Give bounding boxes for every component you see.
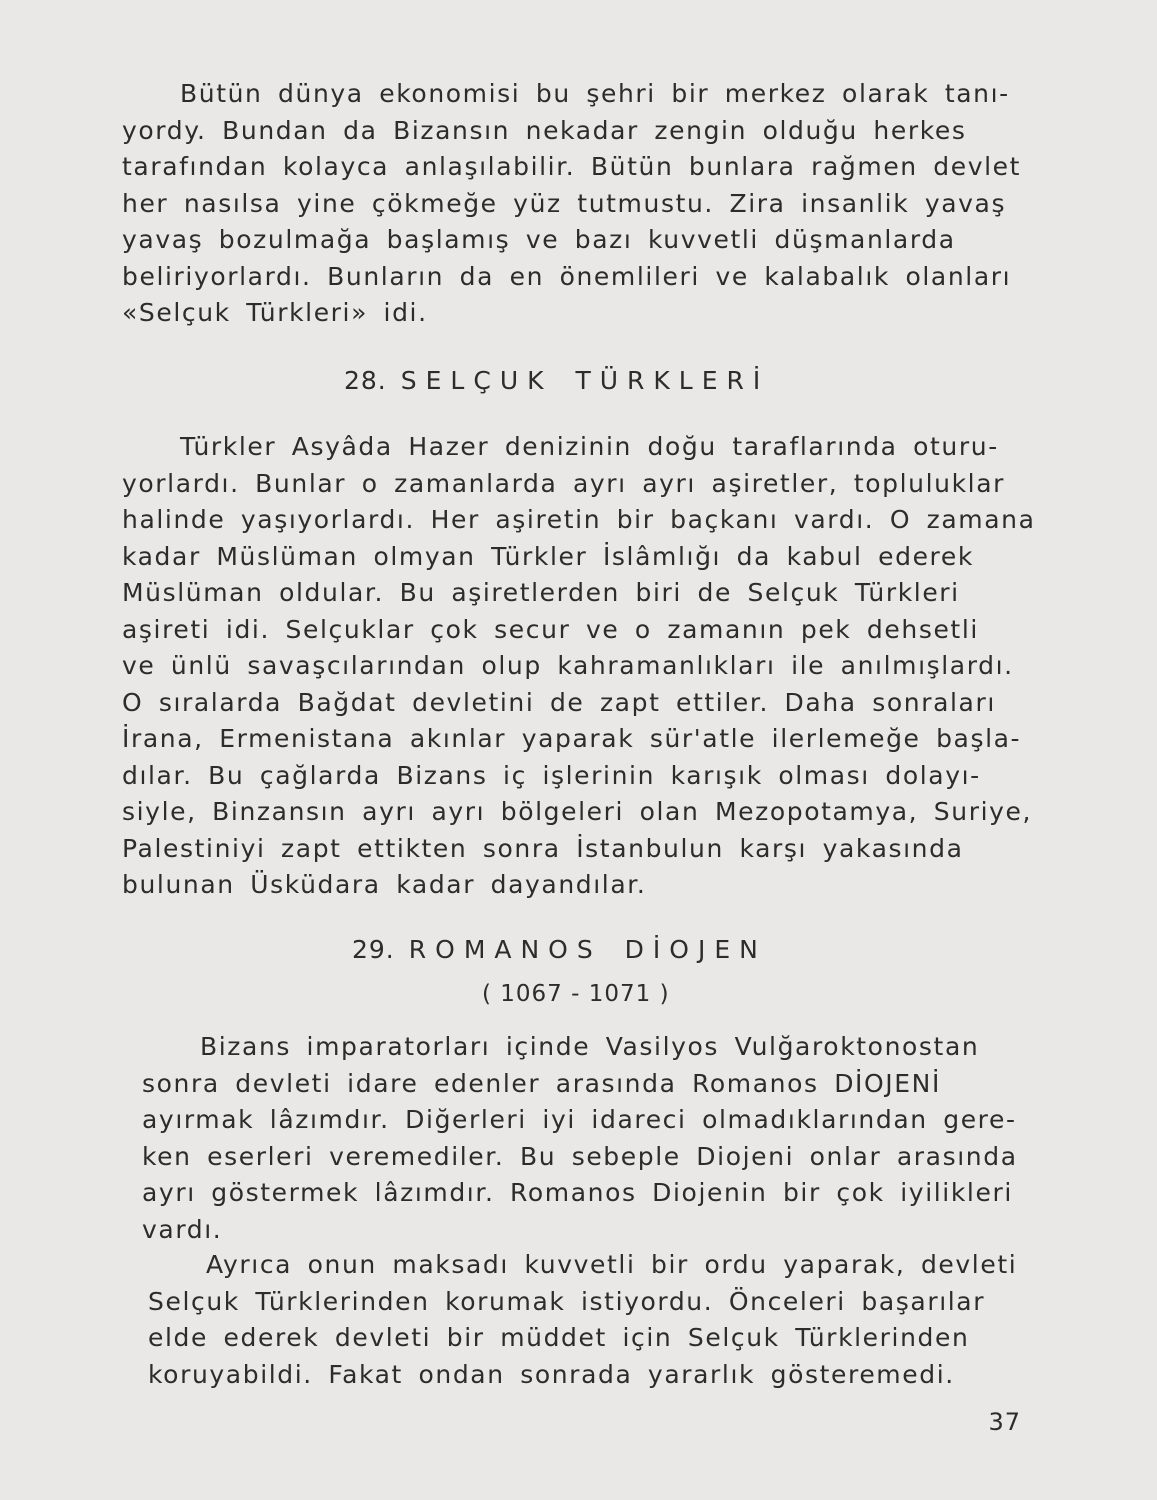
text-line: Bütün dünya ekonomisi bu şehri bir merkez olarak tanı- [180,79,1010,108]
section-29-paragraph-2 [148,1247,1038,1393]
text-line: ayırmak lâzımdır. Diğerleri iyi idareci olmadıklarından gere- [142,1105,1017,1134]
text-line: sonra devleti idare edenler arasında Romanos DİOJENİ [142,1068,941,1098]
text-line: Selçuk Türklerinden korumak istiyordu. Önceleri başarılar [148,1286,986,1316]
text-line: bulunan Üsküdara kadar dayandılar. [122,870,647,899]
text-line: beliriyorlardı. Bunların da en önemlileri ve kalabalık olanları [122,261,1012,291]
text-line: «Selçuk Türkleri» idi. [122,298,428,327]
text-line: İrana, Ermenistana akınlar yaparak sür'atle ilerlemeğe başla- [122,724,1022,753]
text-line: koruyabildi. Fakat ondan sonrada yararlık gösteremedi. [148,1359,955,1389]
text-line: yorlardı. Bunlar o zamanlarda ayrı ayrı aşiretler, topluluklar [122,468,1005,498]
section-number: 29. [352,935,395,964]
text-line: ve ünlü savaşcılarından olup kahramanlıkları ile anılmışlardı. [122,651,1014,680]
text-line: her nasılsa yine çökmeğe yüz tutmustu. Zira insanlik yavaş [122,188,1007,218]
text-line: Müslüman oldular. Bu aşiretlerden biri de Selçuk Türkleri [122,578,960,607]
text-line: ken eserleri veremediler. Bu sebeple Diojeni onlar arasında [142,1141,1018,1171]
section-title: SELÇUK TÜRKLERİ [400,366,770,395]
text-line: Ayrıca onun maksadı kuvvetli bir ordu yaparak, devleti [206,1250,1018,1279]
text-line: dılar. Bu çağlarda Bizans iç işlerinin karışık olması dolayı- [122,760,981,790]
text-line: yavaş bozulmağa başlamış ve bazı kuvvetli düşmanlarda [122,225,956,254]
text-line: tarafından kolayca anlaşılabilir. Bütün bunlara rağmen devlet [122,152,1022,181]
section-28-heading [344,366,769,395]
text-line: Bizans imparatorları içinde Vasilyos Vulğaroktonostan [200,1032,980,1061]
text-line: ayrı göstermek lâzımdır. Romanos Diojenin bir çok iyilikleri [142,1178,1013,1207]
section-29-dates: ( 1067 - 1071 ) [482,981,670,1007]
intro-paragraph [122,76,1022,332]
text-line: elde ederek devleti bir müddet için Selçuk Türklerinden [148,1323,970,1352]
section-29-paragraph-1 [142,1029,1032,1248]
text-line: kadar Müslüman olmyan Türkler İslâmlığı da kabul ederek [122,541,974,571]
text-line: yordy. Bundan da Bizansın nekadar zengin olduğu herkes [122,115,967,145]
text-line: halinde yaşıyorlardı. Her aşiretin bir baçkanı vardı. O zamana [122,505,1036,534]
section-28-paragraph [122,429,1036,904]
text-line: Türkler Asyâda Hazer denizinin doğu taraflarında oturu- [180,432,999,461]
page-number: 37 [988,1408,1021,1436]
text-line: vardı. [142,1214,223,1244]
text-line: Palestiniyi zapt ettikten sonra İstanbulun karşı yakasında [122,833,964,863]
text-line: siyle, Binzansın ayrı ayrı bölgeleri olan Mezopotamya, Suriye, [122,797,1033,826]
text-line: aşireti idi. Selçuklar çok secur ve o zamanın pek dehsetli [122,614,979,644]
section-number: 28. [344,366,387,395]
section-29-heading [352,935,767,964]
text-line: O sıralarda Bağdat devletini de zapt ettiler. Daha sonraları [122,687,996,717]
section-title: ROMANOS DİOJEN [408,935,767,964]
